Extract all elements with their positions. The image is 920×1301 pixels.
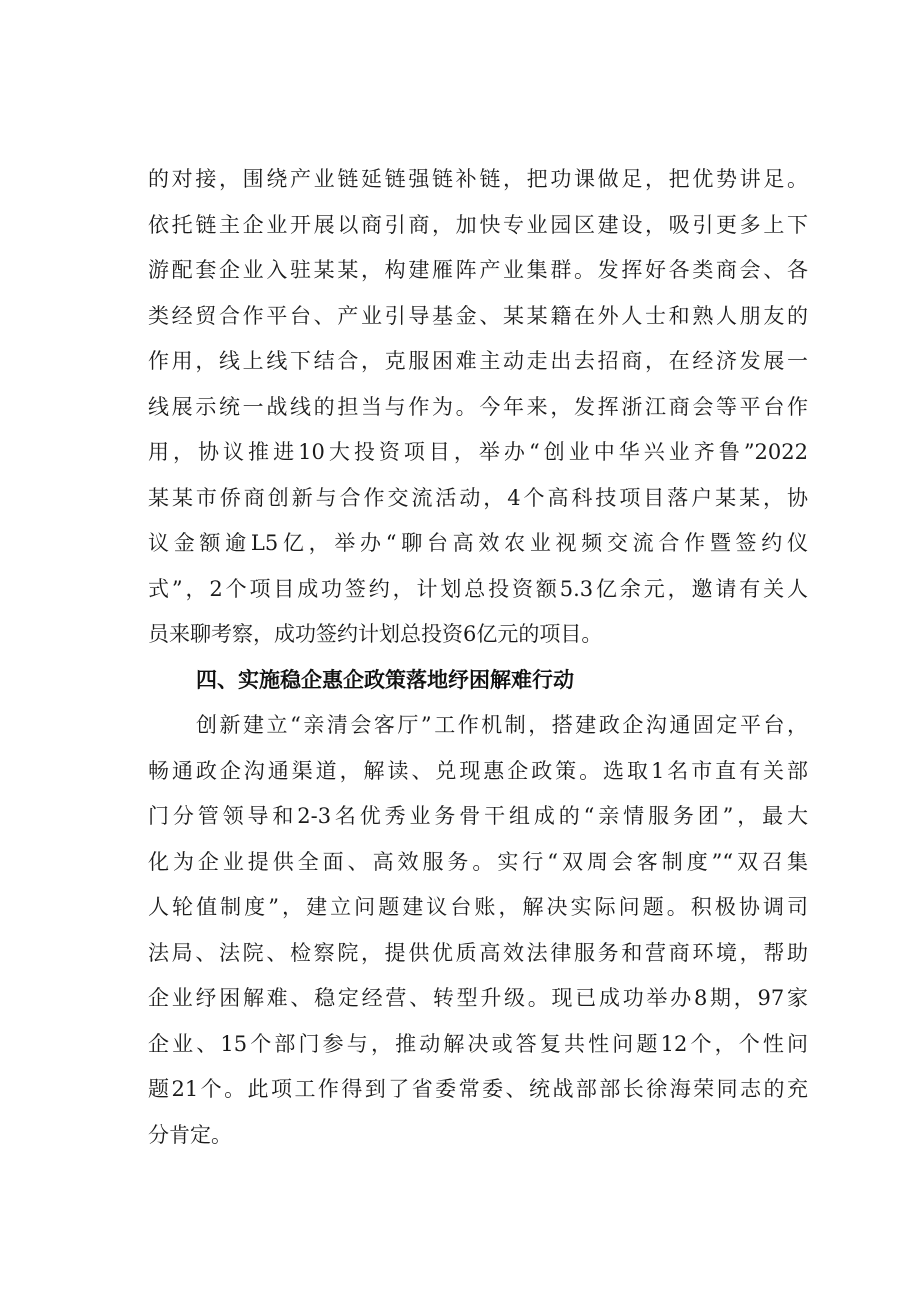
paragraph-line: 游配套企业入驻某某，构建雁阵产业集群。发挥好各类商会、各 [148, 258, 808, 282]
paragraph-line: 人轮值制度”，建立问题建议台账，解决实际问题。积极协调司 [148, 895, 808, 919]
paragraph-line: 式”，2个项目成功签约，计划总投资额5.3亿余元，邀请有关人 [148, 576, 808, 601]
paragraph-policy [148, 703, 808, 1158]
paragraph-line: 作用，线上线下结合，克服困难主动走出去招商，在经济发展一 [148, 349, 808, 373]
paragraph-investment [148, 157, 808, 658]
paragraph-line: 创新建立“亲清会客厅”工作机制，搭建政企沟通固定平台， [196, 713, 808, 737]
paragraph-line: 分肯定。 [148, 1122, 232, 1147]
paragraph-line: 企业纾困解难、稳定经营、转型升级。现已成功举办8期，97家 [148, 986, 808, 1010]
paragraph-line: 类经贸合作平台、产业引导基金、某某籍在外人士和熟人朋友的 [148, 303, 808, 328]
paragraph-line: 法局、法院、检察院，提供优质高效法律服务和营商环境，帮助 [148, 940, 808, 965]
section-heading: 四、实施稳企惠企政策落地纾困解难行动 [196, 667, 574, 692]
paragraph-line: 门分管领导和2-3名优秀业务骨干组成的“亲情服务团”，最大 [148, 804, 808, 828]
paragraph-line: 依托链主企业开展以商引商，加快专业园区建设，吸引更多上下 [148, 212, 808, 237]
paragraph-line: 用，协议推进10大投资项目，举办“创业中华兴业齐鲁”2022 [148, 440, 808, 464]
paragraph-line: 化为企业提供全面、高效服务。实行“双周会客制度”“双召集 [148, 849, 808, 874]
paragraph-line: 的对接，围绕产业链延链强链补链，把功课做足，把优势讲足。 [148, 167, 808, 191]
paragraph-line: 议金额逾L5亿，举办“聊台高效农业视频交流合作暨签约仪 [148, 531, 808, 555]
paragraph-line: 员来聊考察，成功签约计划总投资6亿元的项目。 [148, 622, 603, 646]
paragraph-line: 题21个。此项工作得到了省委常委、统战部部长徐海荣同志的充 [148, 1077, 808, 1101]
paragraph-line: 企业、15个部门参与，推动解决或答复共性问题12个，个性问 [148, 1031, 808, 1056]
paragraph-line: 畅通政企沟通渠道，解读、兑现惠企政策。选取1名市直有关部 [148, 758, 808, 783]
paragraph-line: 某某市侨商创新与合作交流活动，4个高科技项目落户某某，协 [148, 485, 808, 510]
paragraph-line: 线展示统一战线的担当与作为。今年来，发挥浙江商会等平台作 [148, 394, 808, 419]
document-body [148, 157, 808, 1158]
